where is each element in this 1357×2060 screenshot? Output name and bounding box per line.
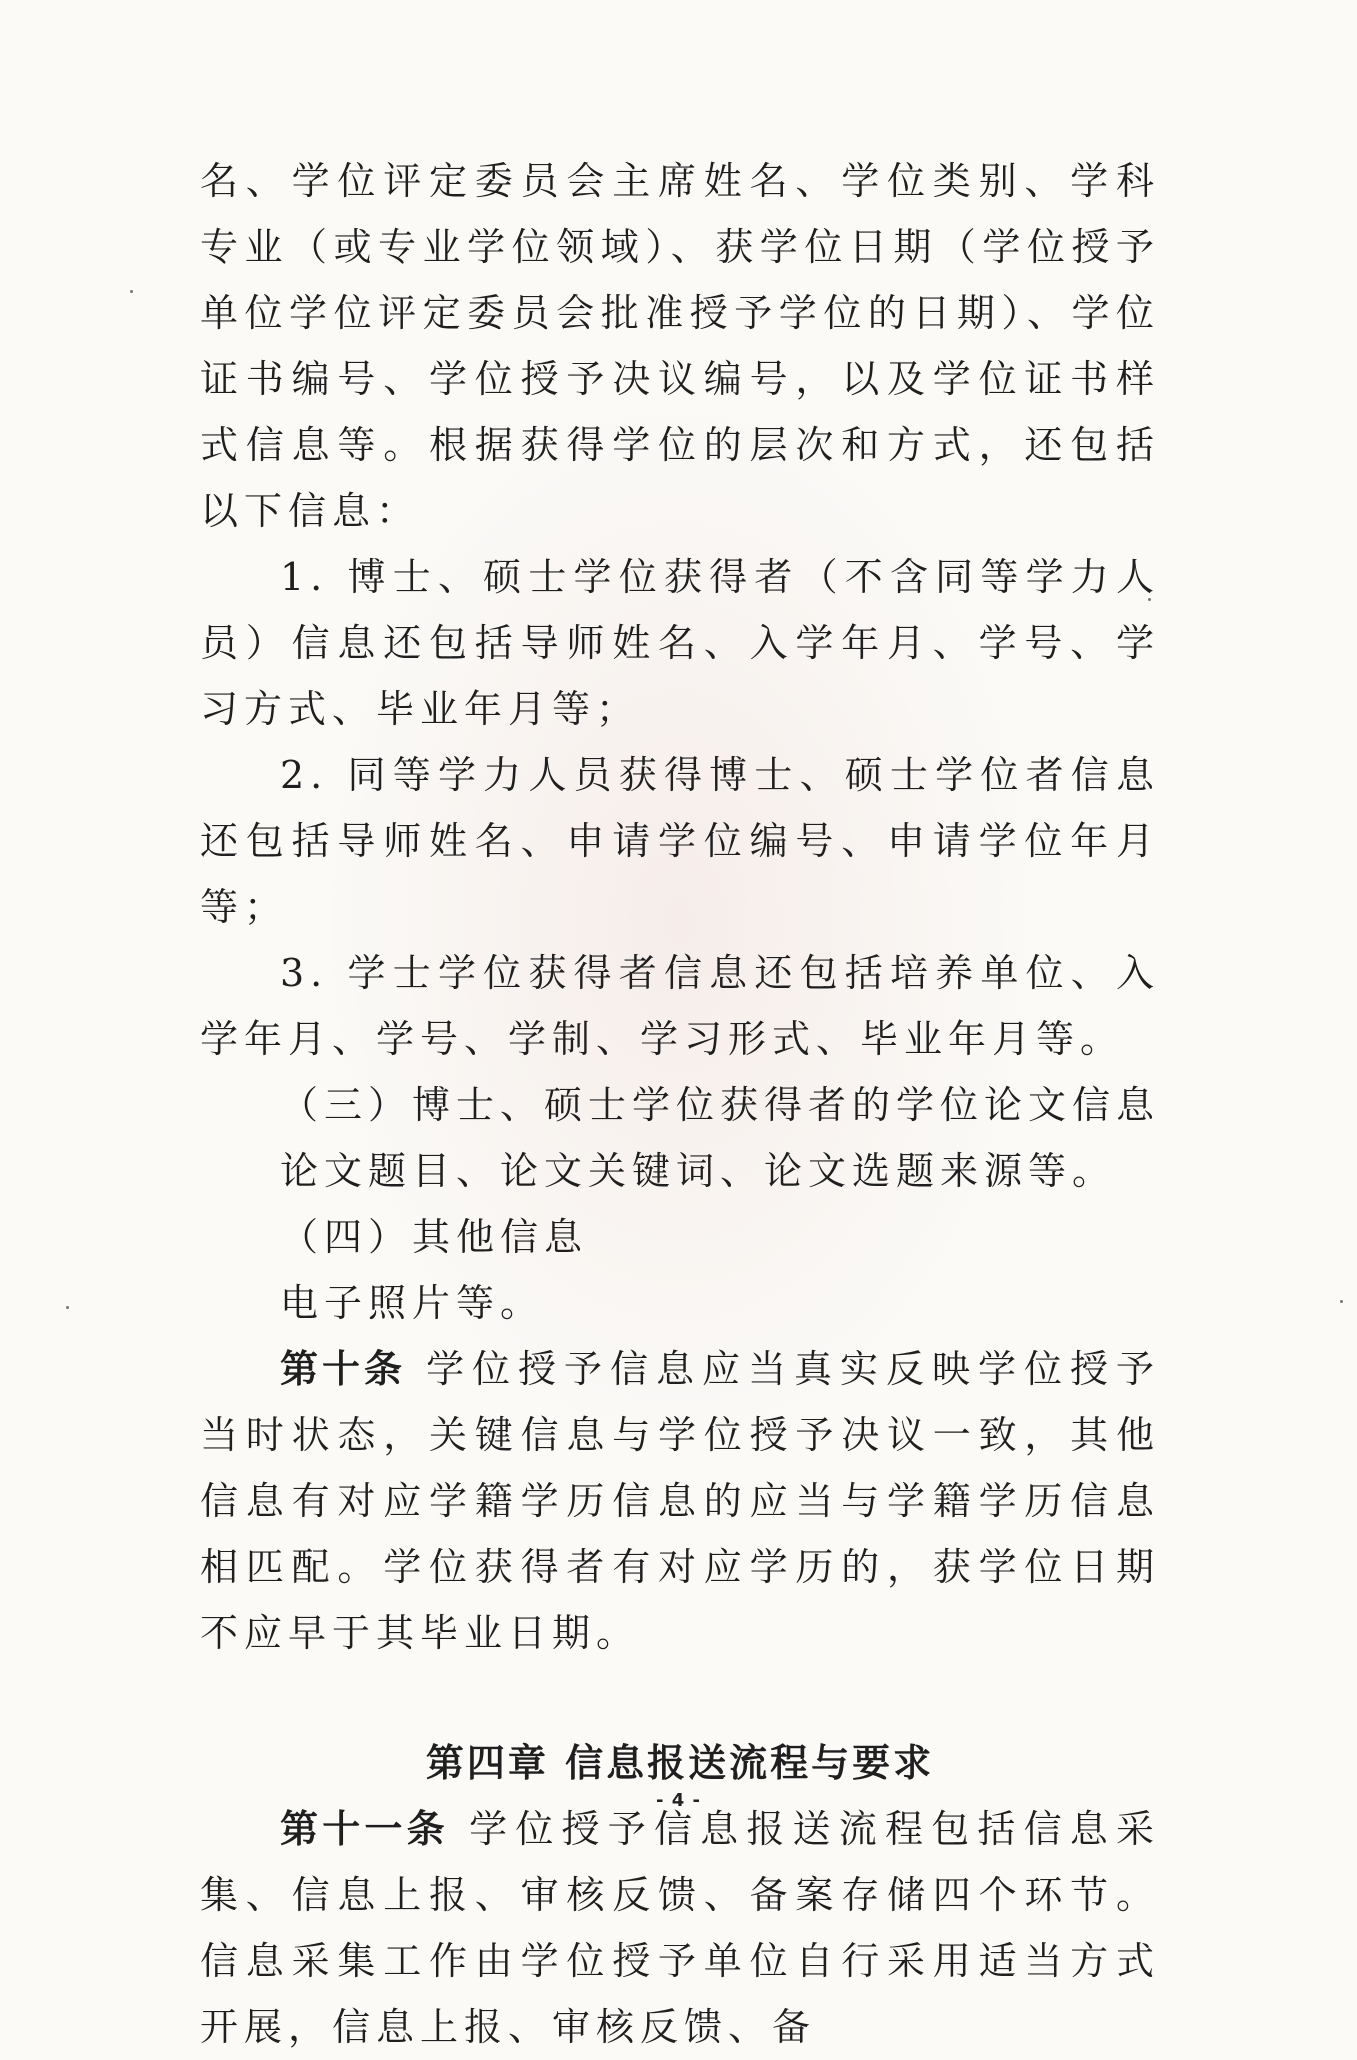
page-number: - 4 -: [656, 1790, 701, 1811]
document-body: [200, 148, 1160, 2060]
article-10: [200, 1336, 1160, 1666]
chapter-title: 第四章 信息报送流程与要求: [425, 1741, 935, 1785]
article-11: [200, 1796, 1160, 2060]
article-10-label: 第十条: [280, 1347, 406, 1391]
paragraph-item-3: 3. 学士学位获得者信息还包括培养单位、入学年月、学号、学制、学习形式、毕业年月等。: [200, 951, 1160, 1061]
article-11-text: 学位授予信息报送流程包括信息采集、信息上报、审核反馈、备案存储四个环节。信息采集工作由学位授予单位自行采用适当方式开展，信息上报、审核反馈、备: [200, 1807, 1160, 2049]
paragraph-item-2: 2. 同等学力人员获得博士、硕士学位者信息还包括导师姓名、申请学位编号、申请学位年月等；: [200, 753, 1160, 929]
article-11-label: 第十一条: [280, 1807, 449, 1851]
article-10-text: 学位授予信息应当真实反映学位授予当时状态，关键信息与学位授予决议一致，其他信息有对应学籍学历信息的应当与学籍学历信息相匹配。学位获得者有对应学历的，获学位日期不应早于其毕业日期。: [200, 1347, 1160, 1655]
paragraph-other-info: 电子照片等。: [280, 1281, 545, 1325]
scan-speck: [66, 1306, 69, 1309]
paragraph-item-1: 1. 博士、硕士学位获得者（不含同等学力人员）信息还包括导师姓名、入学年月、学号、学习方式、毕业年月等；: [200, 555, 1160, 731]
paragraph-degree-info: 名、学位评定委员会主席姓名、学位类别、学科专业（或专业学位领域）、获学位日期（学位授予单位学位评定委员会批准授予学位的日期）、学位证书编号、学位授予决议编号，以及学位证书样式信息等。根据获得学位的层次和方式，还包括以下信息：: [200, 159, 1160, 533]
section-heading-3: （三）博士、硕士学位获得者的学位论文信息: [280, 1083, 1161, 1127]
section-heading-4: （四）其他信息: [280, 1215, 589, 1259]
scan-speck: [1340, 1300, 1343, 1303]
paragraph-thesis-info: 论文题目、论文关键词、论文选题来源等。: [280, 1149, 1117, 1193]
scan-speck: [130, 290, 133, 293]
